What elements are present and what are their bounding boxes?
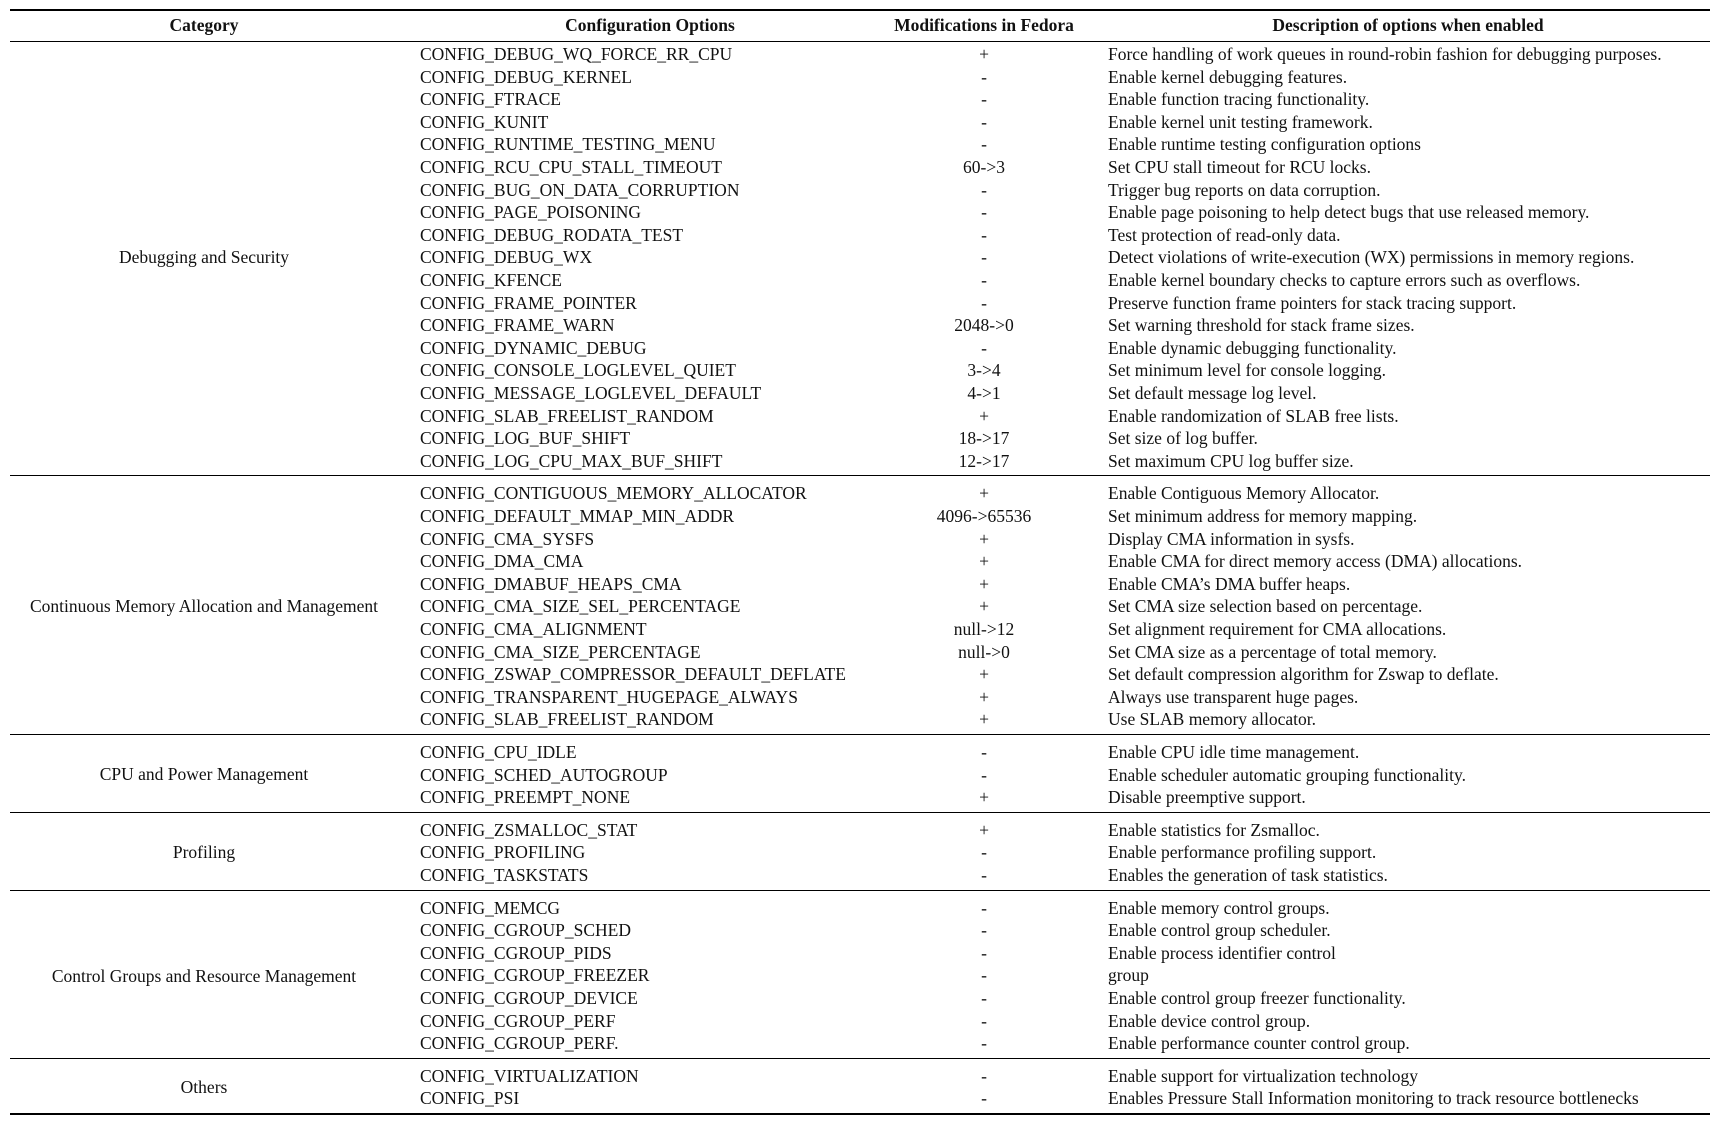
category-label: Profiling [172,841,236,862]
option-cell: CONFIG_CMA_SIZE_SEL_PERCENTAGE [420,596,741,617]
modification-cell: - [981,111,987,132]
modification-cell: 18->17 [958,428,1010,449]
modification-cell: - [981,942,987,963]
description-cell: Enable CMA’s DMA buffer heaps. [1108,573,1351,594]
option-cell: CONFIG_SCHED_AUTOGROUP [420,764,668,785]
description-cell: Enable control group freezer functionality. [1108,988,1406,1008]
description-cell: Enable statistics for Zsmalloc. [1108,819,1320,840]
option-cell: CONFIG_CGROUP_SCHED [420,920,632,941]
modification-cell: - [981,66,987,87]
description-cell: Detect violations of write-execution (WX) permissions in memory regions. [1108,247,1635,268]
option-cell: CONFIG_MEMCG [420,897,561,918]
description-cell: Set warning threshold for stack frame sizes. [1108,315,1415,336]
description-cell: Enable control group scheduler. [1108,920,1331,941]
header-description: Description of options when enabled [1272,15,1544,35]
header-modifications: Modifications in Fedora [894,15,1074,35]
option-cell: CONFIG_CGROUP_PIDS [420,942,612,963]
option-cell: CONFIG_CMA_SYSFS [420,528,595,549]
description-cell: Disable preemptive support. [1108,787,1306,808]
modification-cell: - [981,1010,987,1031]
modification-cell: - [981,134,987,155]
header-options: Configuration Options [565,15,735,35]
option-cell: CONFIG_FRAME_WARN [420,315,615,336]
modification-cell: - [981,988,987,1008]
description-cell: Enable scheduler automatic grouping functionality. [1108,764,1466,785]
description-cell: Set CMA size selection based on percentage. [1108,596,1423,617]
description-cell: Enable performance profiling support. [1108,842,1377,863]
modification-cell: - [981,965,987,986]
description-cell: Enables Pressure Stall Information monitoring to track resource bottlenecks [1108,1088,1639,1109]
description-cell: Enable dynamic debugging functionality. [1108,337,1397,358]
option-cell: CONFIG_CONTIGUOUS_MEMORY_ALLOCATOR [420,483,807,504]
modification-cell: - [981,292,987,313]
modification-cell: + [979,551,989,572]
category-label: Others [180,1076,228,1097]
header-rule [10,41,1710,42]
option-cell: CONFIG_LOG_CPU_MAX_BUF_SHIFT [420,450,723,471]
description-cell: Enables the generation of task statistics. [1108,865,1388,885]
option-cell: CONFIG_DEBUG_WX [420,247,593,268]
option-cell: CONFIG_ZSWAP_COMPRESSOR_DEFAULT_DEFLATE [420,664,846,685]
description-cell: Force handling of work queues in round-robin fashion for debugging purposes. [1108,44,1662,64]
option-cell: CONFIG_BUG_ON_DATA_CORRUPTION [420,179,740,200]
description-cell: Enable runtime testing configuration options [1108,134,1421,155]
description-cell: Set CPU stall timeout for RCU locks. [1108,157,1371,177]
option-cell: CONFIG_PROFILING [420,842,586,863]
description-cell: Enable support for virtualization technology [1108,1065,1419,1086]
modification-cell: - [981,920,987,941]
description-cell: Set CMA size as a percentage of total memory. [1108,641,1437,662]
option-cell: CONFIG_LOG_BUF_SHIFT [420,428,631,449]
modification-cell: 12->17 [958,450,1010,471]
modification-cell: - [981,247,987,268]
modification-cell: - [981,202,987,223]
modification-cell: - [981,89,987,110]
description-cell: Set size of log buffer. [1108,428,1258,449]
option-cell: CONFIG_TRANSPARENT_HUGEPAGE_ALWAYS [420,686,798,707]
description-cell: Enable page poisoning to help detect bugs that use released memory. [1108,202,1590,223]
description-cell: group [1108,965,1149,986]
description-cell: Preserve function frame pointers for stack tracing support. [1108,292,1517,313]
modification-cell: null->12 [953,619,1015,639]
modification-cell: 4096->65536 [936,506,1032,526]
modification-cell: + [979,483,989,504]
option-cell: CONFIG_RUNTIME_TESTING_MENU [420,134,716,155]
modification-cell: null->0 [958,641,1010,662]
option-cell: CONFIG_FRAME_POINTER [420,292,637,313]
option-cell: CONFIG_DMABUF_HEAPS_CMA [420,573,682,594]
option-cell: CONFIG_KFENCE [420,270,562,290]
option-cell: CONFIG_DEFAULT_MMAP_MIN_ADDR [420,506,735,526]
option-cell: CONFIG_RCU_CPU_STALL_TIMEOUT [420,157,722,177]
option-cell: CONFIG_DMA_CMA [420,551,584,572]
option-cell: CONFIG_FTRACE [420,89,561,110]
modification-cell: - [981,742,987,762]
description-cell: Set default message log level. [1108,383,1317,403]
modification-cell: - [981,865,987,885]
description-cell: Trigger bug reports on data corruption. [1108,179,1381,200]
bottom-rule [10,1113,1710,1115]
group-separator [10,734,1710,735]
modification-cell: - [981,1088,987,1109]
option-cell: CONFIG_DEBUG_WQ_FORCE_RR_CPU [420,44,733,64]
option-cell: CONFIG_DEBUG_KERNEL [420,66,632,87]
modification-cell: 60->3 [963,157,1005,177]
option-cell: CONFIG_CGROUP_PERF [420,1010,616,1031]
option-cell: CONFIG_ZSMALLOC_STAT [420,819,638,840]
option-cell: CONFIG_CMA_ALIGNMENT [420,619,647,639]
modification-cell: - [981,179,987,200]
modification-cell: - [981,270,987,290]
option-cell: CONFIG_SLAB_FREELIST_RANDOM [420,405,714,426]
modification-cell: - [981,224,987,245]
category-label: Control Groups and Resource Management [51,965,357,986]
option-cell: CONFIG_KUNIT [420,111,549,132]
description-cell: Enable randomization of SLAB free lists. [1108,405,1399,426]
description-cell: Enable CMA for direct memory access (DMA) allocations. [1108,551,1523,572]
modification-cell: + [979,787,989,808]
modification-cell: 2048->0 [954,315,1014,336]
description-cell: Enable function tracing functionality. [1108,89,1370,110]
group-separator [10,1058,1710,1059]
description-cell: Enable device control group. [1108,1010,1311,1031]
group-separator [10,812,1710,813]
description-cell: Enable kernel debugging features. [1108,66,1348,87]
modification-cell: 4->1 [967,383,1001,403]
description-cell: Display CMA information in sysfs. [1108,528,1355,549]
option-cell: CONFIG_PREEMPT_NONE [420,787,631,808]
category-label: CPU and Power Management [99,764,309,784]
description-cell: Set alignment requirement for CMA allocations. [1108,619,1447,639]
option-cell: CONFIG_PSI [420,1088,520,1109]
description-cell: Test protection of read-only data. [1108,224,1341,245]
modification-cell: + [979,686,989,707]
description-cell: Enable memory control groups. [1108,897,1330,918]
group-separator [10,890,1710,891]
category-label: Debugging and Security [118,247,290,267]
option-cell: CONFIG_MESSAGE_LOGLEVEL_DEFAULT [420,383,762,403]
modification-cell: + [979,709,989,730]
description-cell: Enable kernel boundary checks to capture errors such as overflows. [1108,270,1581,290]
description-cell: Enable kernel unit testing framework. [1108,111,1373,132]
modification-cell: - [981,897,987,918]
option-cell: CONFIG_CONSOLE_LOGLEVEL_QUIET [420,360,736,381]
modification-cell: + [979,405,989,426]
option-cell: CONFIG_VIRTUALIZATION [420,1065,639,1086]
modification-cell: - [981,1033,987,1054]
modification-cell: + [979,528,989,549]
modification-cell: - [981,337,987,358]
description-cell: Set minimum level for console logging. [1108,360,1387,381]
description-cell: Enable performance counter control group. [1108,1033,1410,1054]
modification-cell: + [979,573,989,594]
option-cell: CONFIG_CGROUP_FREEZER [420,965,650,986]
header-category: Category [169,15,239,35]
category-label: Continuous Memory Allocation and Management [29,596,378,617]
modification-cell: - [981,764,987,785]
group-separator [10,475,1710,476]
description-cell: Set maximum CPU log buffer size. [1108,450,1354,471]
modification-cell: + [979,596,989,617]
modification-cell: 3->4 [967,360,1001,381]
option-cell: CONFIG_CMA_SIZE_PERCENTAGE [420,641,701,662]
description-cell: Use SLAB memory allocator. [1108,709,1317,730]
option-cell: CONFIG_CPU_IDLE [420,742,577,762]
option-cell: CONFIG_DEBUG_RODATA_TEST [420,224,684,245]
option-cell: CONFIG_DYNAMIC_DEBUG [420,337,647,358]
description-cell: Enable process identifier control [1108,942,1336,963]
description-cell: Always use transparent huge pages. [1108,686,1359,707]
modification-cell: + [979,664,989,685]
option-cell: CONFIG_CGROUP_DEVICE [420,988,638,1008]
modification-cell: - [981,1065,987,1086]
option-cell: CONFIG_SLAB_FREELIST_RANDOM [420,709,714,730]
description-cell: Set minimum address for memory mapping. [1108,506,1418,526]
modification-cell: + [979,819,989,840]
description-cell: Set default compression algorithm for Zswap to deflate. [1108,664,1499,685]
modification-cell: + [979,44,989,64]
option-cell: CONFIG_CGROUP_PERF. [420,1033,619,1054]
option-cell: CONFIG_PAGE_POISONING [420,202,642,223]
description-cell: Enable CPU idle time management. [1108,742,1360,762]
description-cell: Enable Contiguous Memory Allocator. [1108,483,1380,504]
modification-cell: - [981,842,987,863]
option-cell: CONFIG_TASKSTATS [420,865,589,885]
